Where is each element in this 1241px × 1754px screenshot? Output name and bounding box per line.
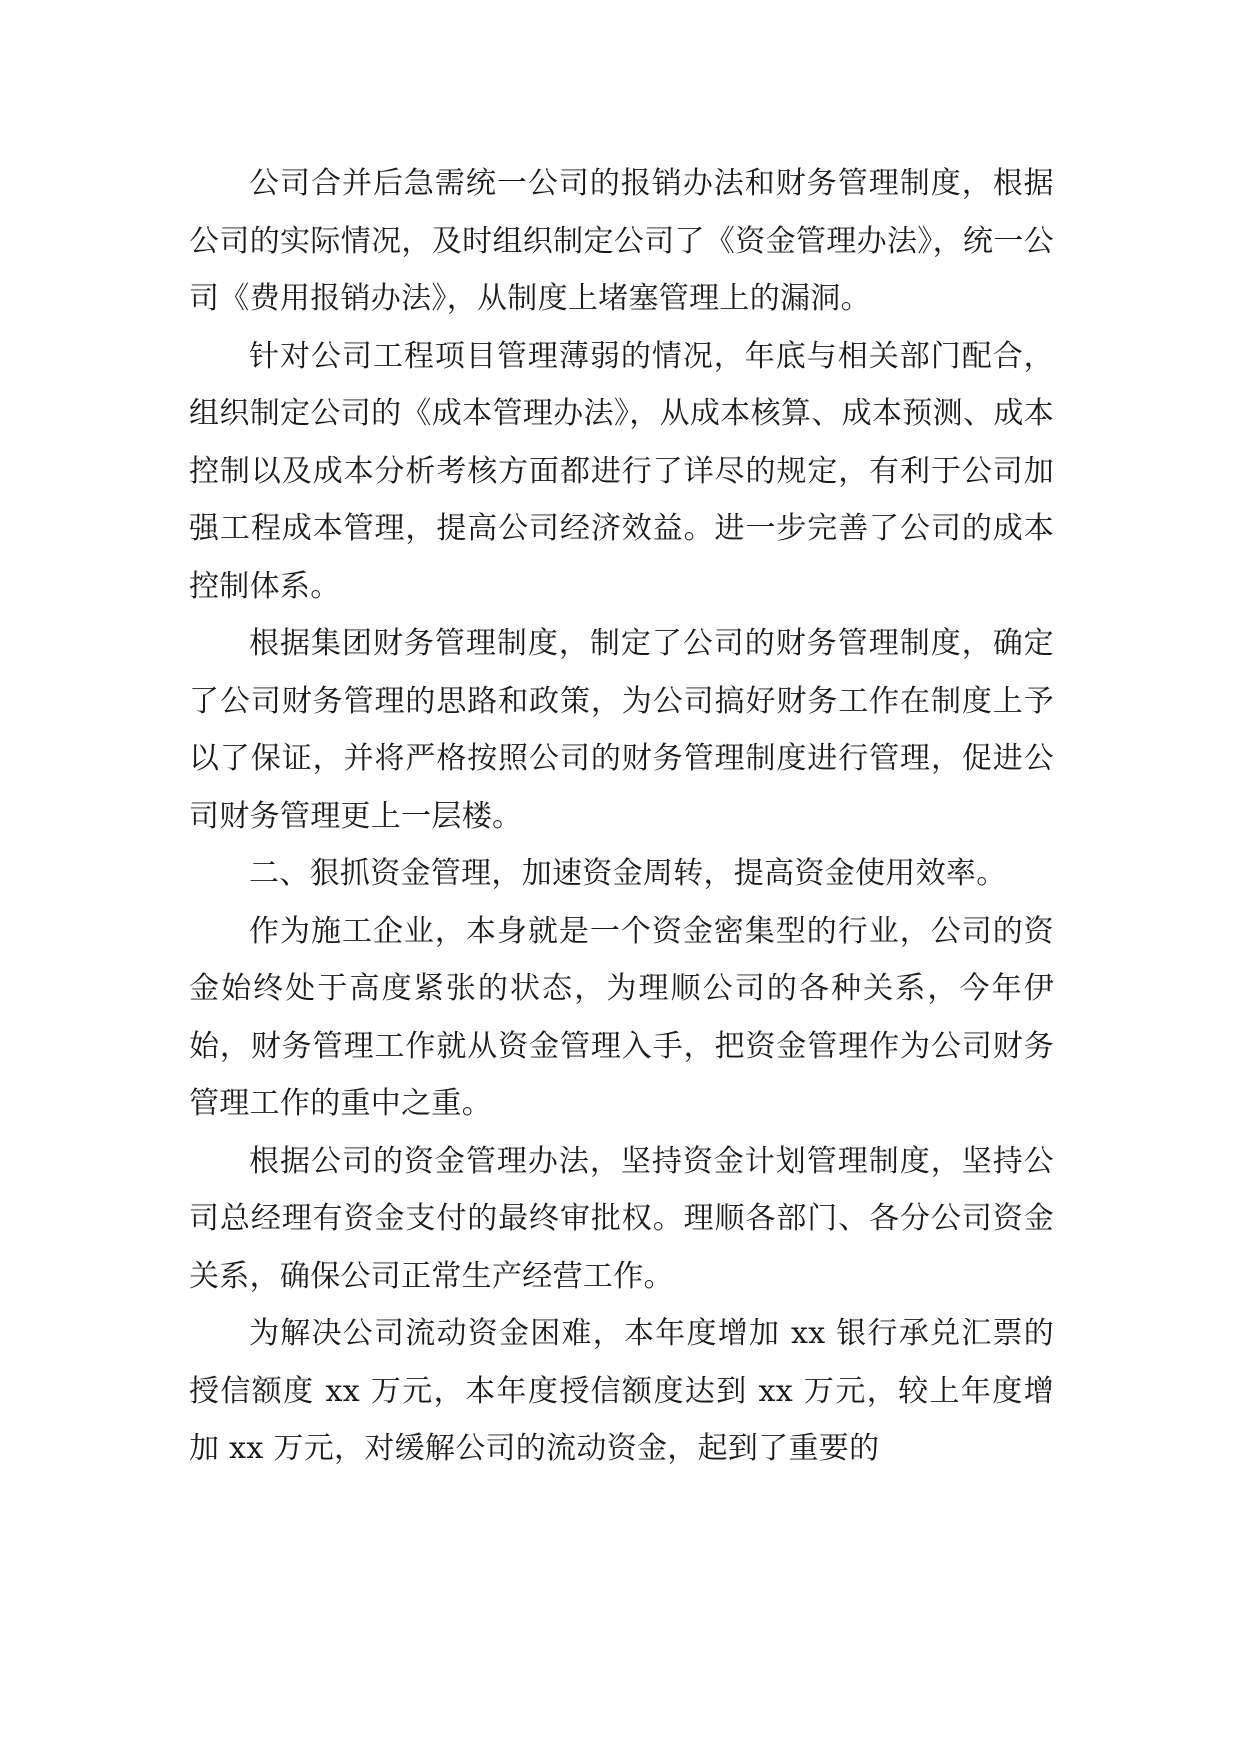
paragraph-credit-line: 为解决公司流动资金困难，本年度增加 xx 银行承兑汇票的授信额度 xx 万元，本年度授信额度达到 xx 万元，较上年度增加 xx 万元，对缓解公司的流动资金，起到了重要的 xyxy=(189,1316,1054,1466)
paragraph-expense-policy: 公司合并后急需统一公司的报销办法和财务管理制度，根据公司的实际情况，及时组织制定公司了《资金管理办法》，统一公司《费用报销办法》，从制度上堵塞管理上的漏洞。 xyxy=(189,166,1054,316)
paragraph-construction-enterprise: 作为施工企业，本身就是一个资金密集型的行业，公司的资金始终处于高度紧张的状态，为理顺公司的各种关系，今年伊始，财务管理工作就从资金管理入手，把资金管理作为公司财务管理工作的重中之重。 xyxy=(189,913,1054,1121)
paragraph-financial-system: 根据集团财务管理制度，制定了公司的财务管理制度，确定了公司财务管理的思路和政策，为公司搞好财务工作在制度上予以了保证，并将严格按照公司的财务管理制度进行管理，促进公司财务管理更上一层楼。 xyxy=(189,626,1054,834)
section-heading-fund-management: 二、狠抓资金管理，加速资金周转，提高资金使用效率。 xyxy=(249,856,1007,891)
paragraph-cost-management: 针对公司工程项目管理薄弱的情况，年底与相关部门配合，组织制定公司的《成本管理办法》，从成本核算、成本预测、成本控制以及成本分析考核方面都进行了详尽的规定，有利于公司加强工程成本管理，提高公司经济效益。进一步完善了公司的成本控制体系。 xyxy=(189,338,1054,604)
paragraph-fund-plan: 根据公司的资金管理办法，坚持资金计划管理制度，坚持公司总经理有资金支付的最终审批权。理顺各部门、各分公司资金关系，确保公司正常生产经营工作。 xyxy=(189,1143,1054,1294)
document-body xyxy=(189,155,1054,1478)
